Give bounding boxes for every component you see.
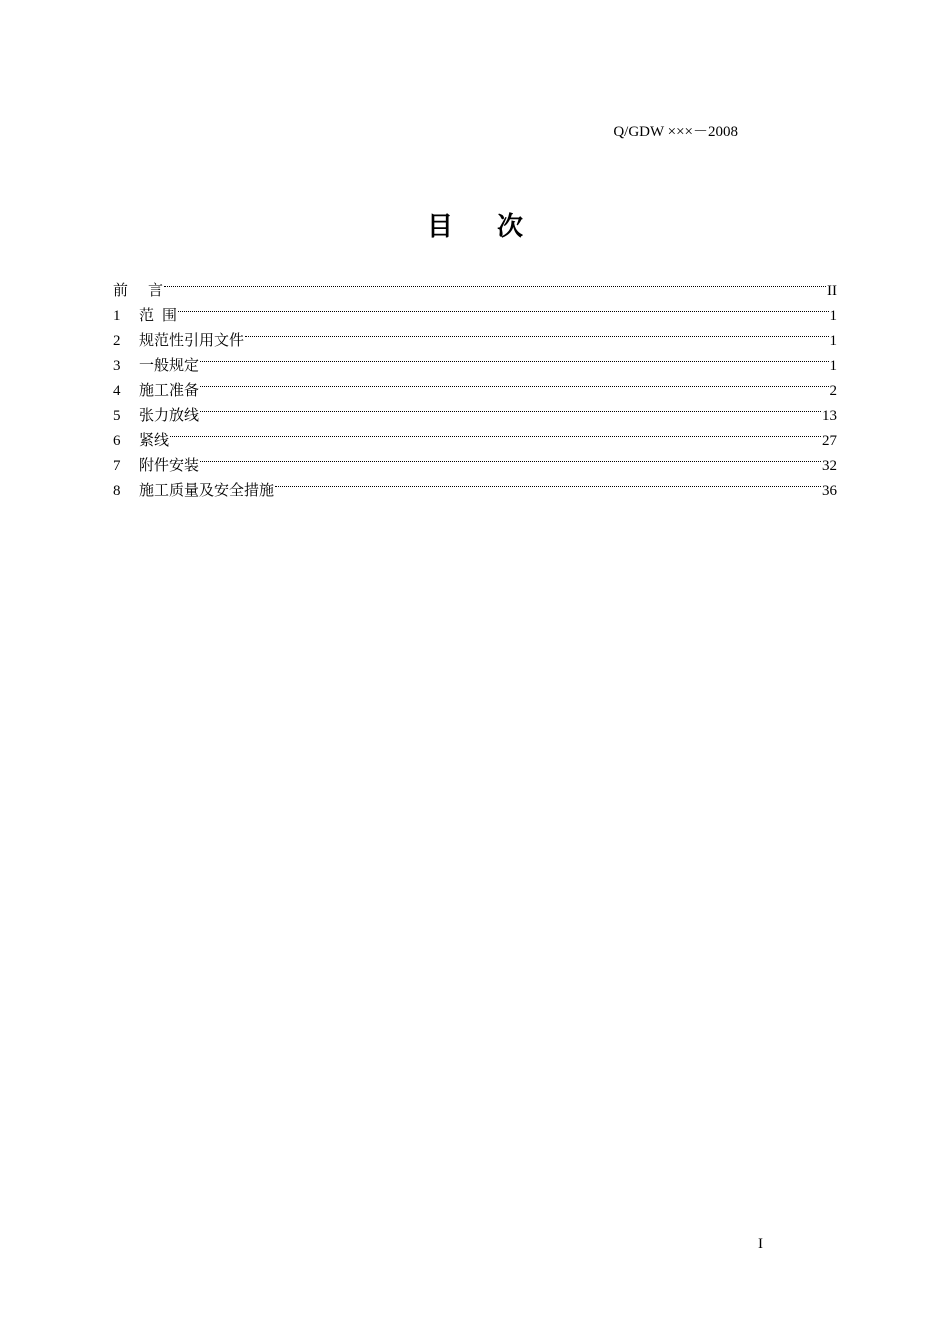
toc-title [0,206,950,243]
toc-entry-normative-references[interactable] [113,320,837,349]
toc-entry-construction-preparation[interactable] [113,370,837,399]
toc-dot-leader [200,395,821,420]
toc-entry-label: 附件安装 [139,456,200,474]
toc-dot-leader [245,320,828,345]
toc-entry-number: 2 [113,333,121,349]
toc-entry-fitting-installation[interactable] [113,445,837,474]
document-code: Q/GDW ×××－2008 [613,124,738,140]
toc-dot-leader [178,295,828,320]
toc-dot-leader [200,345,828,370]
page-number: I [758,1236,763,1252]
toc-entry-general-provisions[interactable] [113,345,837,374]
toc-entry-tension-stringing[interactable] [113,395,837,424]
toc-entry-page: 2 [829,383,837,399]
toc-entry-sagging[interactable] [113,420,837,449]
toc-entry-number: 4 [113,383,121,399]
toc-entry-label: 规范性引用文件 [139,331,245,349]
toc-entry-number: 1 [113,308,121,324]
toc-entry-preface[interactable] [113,270,837,299]
toc-entry-label: 施工质量及安全措施 [139,481,275,499]
toc-entry-number: 8 [113,483,121,499]
toc-entry-page: II [827,283,837,299]
toc-dot-leader [200,445,821,470]
toc-entry-page: 36 [822,483,837,499]
toc-entry-page: 1 [829,333,837,349]
toc-list [113,270,837,499]
toc-entry-page: 27 [822,433,837,449]
toc-entry-page: 1 [829,358,837,374]
toc-dot-leader [170,420,821,445]
toc-entry-label: 范围 [139,306,186,324]
toc-dot-leader [275,470,821,495]
toc-entry-page: 13 [822,408,837,424]
toc-entry-label: 前言 [113,281,184,299]
toc-entry-label: 一般规定 [139,356,200,374]
toc-title-right: 次 [497,212,524,242]
toc-entry-number: 5 [113,408,121,424]
toc-dot-leader [164,270,826,295]
toc-dot-leader [200,370,828,395]
toc-entry-page: 1 [829,308,837,324]
toc-entry-quality-safety-measures[interactable] [113,470,837,499]
toc-title-left: 目 [426,212,453,242]
toc-entry-number: 7 [113,458,121,474]
toc-entry-number: 3 [113,358,121,374]
toc-entry-number: 6 [113,433,121,449]
toc-entry-page: 32 [822,458,837,474]
toc-entry-scope[interactable] [113,295,837,324]
toc-entry-label: 施工准备 [139,381,200,399]
toc-entry-label: 张力放线 [139,406,200,424]
toc-entry-label: 紧线 [139,431,170,449]
